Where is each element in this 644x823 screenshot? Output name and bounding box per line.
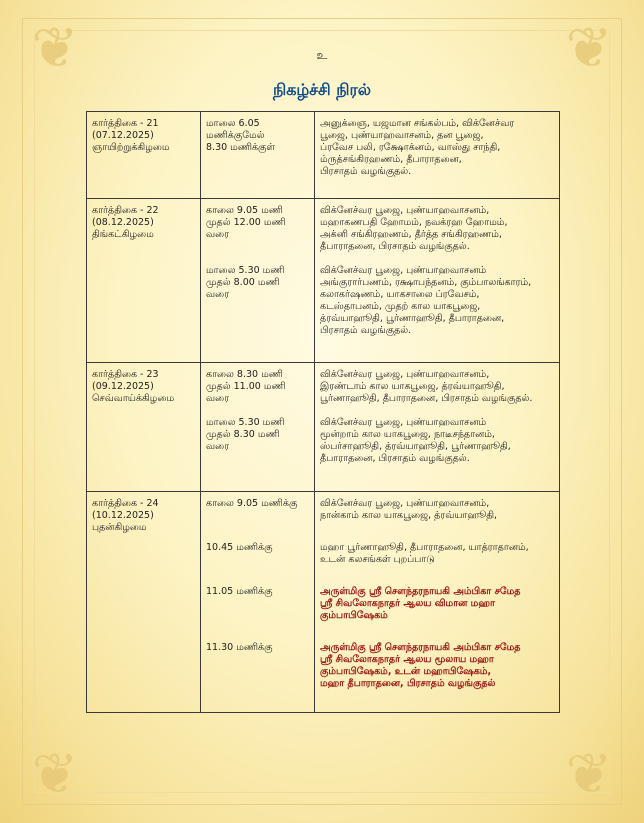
time-line: மாலை 6.05 bbox=[206, 118, 260, 129]
event-line: ம்ருத்சங்கிரஹணம், தீபாராதனை, bbox=[320, 154, 462, 165]
schedule-row bbox=[87, 363, 560, 492]
event-line: கும்பாபிஷேகம், உடன் மஹாபிஷேகம், bbox=[320, 666, 492, 677]
event-line: பூர்ணாஹூதி, தீபாராதனை, பிரசாதம் வழங்குதல். bbox=[320, 393, 533, 404]
page-title: நிகழ்ச்சி நிரல் bbox=[272, 80, 372, 99]
day-date: (08.12.2025) bbox=[92, 217, 154, 228]
corner-ornament-icon: ❦ bbox=[565, 742, 613, 807]
session-events bbox=[320, 205, 554, 253]
day-cell bbox=[87, 112, 201, 199]
time-cell bbox=[201, 112, 315, 199]
day-day: கார்த்திகை - 21 bbox=[92, 118, 159, 129]
event-line: கலாகர்ஷணம், யாகசாலை ப்ரவேசம், bbox=[320, 289, 480, 300]
corner-ornament-icon: ❦ bbox=[31, 16, 79, 81]
event-line: இரண்டாம் கால யாகபூஜை, த்ரவ்யாஹூதி, bbox=[320, 381, 505, 392]
event-line: அனுக்ஞை, யஜமான சங்கல்பம், விக்னேச்வர bbox=[320, 118, 515, 129]
day-day: கார்த்திகை - 24 bbox=[92, 498, 159, 509]
time-line: 11.05 மணிக்கு bbox=[206, 586, 273, 597]
event-line: பிரசாதம் வழங்குதல். bbox=[320, 166, 412, 177]
time-line: வரை bbox=[206, 393, 229, 404]
session-time bbox=[206, 417, 309, 465]
time-line: முதல் 8.30 மணி bbox=[206, 429, 280, 440]
schedule-table bbox=[86, 111, 560, 713]
event-line: அருள்மிகு ஸ்ரீ சௌந்தரநாயகி அம்பிகா சமேத bbox=[320, 642, 521, 653]
session-time bbox=[206, 369, 309, 405]
session-time bbox=[206, 542, 309, 566]
event-line: ஸ்பர்சாஹூதி, த்ரவ்யாஹூதி, பூர்ணாஹூதி, bbox=[320, 441, 511, 452]
events-cell bbox=[315, 363, 560, 492]
event-line: தீபாராதனை, பிரசாதம் வழங்குதல். bbox=[320, 241, 470, 252]
day-date: (09.12.2025) bbox=[92, 381, 154, 392]
day-day: கார்த்திகை - 23 bbox=[92, 369, 159, 380]
session-events bbox=[320, 118, 554, 178]
day-cell bbox=[87, 492, 201, 713]
event-line: ஸ்ரீ சிவலோகநாதர் ஆலய விமான மஹா bbox=[320, 598, 495, 609]
session-events bbox=[320, 642, 554, 690]
session-time bbox=[206, 498, 309, 522]
session-events bbox=[320, 586, 554, 622]
time-line: 11.30 மணிக்கு bbox=[206, 642, 273, 653]
event-line: மஹாகணபதி ஹோமம், நவக்ரஹ ஹோமம், bbox=[320, 217, 508, 228]
day-cell bbox=[87, 363, 201, 492]
session-events bbox=[320, 498, 554, 522]
time-cell bbox=[201, 492, 315, 713]
event-line: விக்னேச்வர பூஜை, புண்யாஹவாசனம், bbox=[320, 205, 490, 216]
day-weekday: திங்கட்கிழமை bbox=[92, 229, 154, 240]
time-line: மாலை 5.30 மணி bbox=[206, 265, 285, 276]
time-line: வரை bbox=[206, 441, 229, 452]
event-line: பிரசாதம் வழங்குதல். bbox=[320, 325, 412, 336]
day-date: (07.12.2025) bbox=[92, 130, 154, 141]
time-line: வரை bbox=[206, 229, 229, 240]
event-line: உடன் கலசங்கள் புறப்பாடு bbox=[320, 554, 435, 565]
time-line: மாலை 5.30 மணி bbox=[206, 417, 285, 428]
day-weekday: செவ்வாய்க்கிழமை bbox=[92, 393, 175, 404]
event-line: விக்னேச்வர பூஜை, புண்யாஹவாசனம், bbox=[320, 369, 490, 380]
event-line: விக்னேச்வர பூஜை, புண்யாஹவாசனம் bbox=[320, 417, 487, 428]
event-line: பூஜை, புண்யாஹவாசனம், தன பூஜை, bbox=[320, 130, 484, 141]
events-cell bbox=[315, 492, 560, 713]
time-line: காலை 9.05 மணிக்கு bbox=[206, 498, 298, 509]
corner-ornament-icon: ❦ bbox=[565, 16, 613, 81]
session-time bbox=[206, 118, 309, 178]
event-line: மஹா பூர்ணாஹூதி, தீபாராதனை, யாத்ராதானம், bbox=[320, 542, 529, 553]
event-line: விக்னேச்வர பூஜை, புண்யாஹவாசனம், bbox=[320, 498, 490, 509]
session-events bbox=[320, 542, 554, 566]
day-cell bbox=[87, 199, 201, 363]
page-mark: உ bbox=[316, 48, 328, 62]
event-line: விக்னேச்வர பூஜை, புண்யாஹவாசனம் bbox=[320, 265, 487, 276]
time-cell bbox=[201, 363, 315, 492]
time-line: முதல் 12.00 மணி bbox=[206, 217, 286, 228]
session-events bbox=[320, 265, 554, 337]
day-weekday: ஞாயிற்றுக்கிழமை bbox=[92, 142, 170, 153]
event-line: அக்னி சங்கிரஹணம், தீர்த்த சங்கிரஹணம், bbox=[320, 229, 502, 240]
time-line: மணிக்குமேல் bbox=[206, 130, 265, 141]
time-line: காலை 9.05 மணி bbox=[206, 205, 283, 216]
corner-ornament-icon: ❦ bbox=[31, 742, 79, 807]
event-line: ஸ்ரீ சிவலோகநாதர் ஆலய மூலாய மஹா bbox=[320, 654, 494, 665]
event-line: மஹா தீபாராதனை, பிரசாதம் வழங்குதல் bbox=[320, 678, 496, 689]
schedule-row bbox=[87, 199, 560, 363]
schedule-row bbox=[87, 112, 560, 199]
event-line: அங்குரார்பணம், ரக்ஷாபந்தனம், கும்பாலங்காரம், bbox=[320, 277, 532, 288]
session-time bbox=[206, 586, 309, 622]
session-time bbox=[206, 642, 309, 690]
schedule-row bbox=[87, 492, 560, 713]
event-line: கடஸ்தாபனம், முதற் கால யாகபூஜை, bbox=[320, 301, 481, 312]
time-line: 8.30 மணிக்குள் bbox=[206, 142, 275, 153]
event-line: கும்பாபிஷேகம் bbox=[320, 610, 388, 621]
events-cell bbox=[315, 112, 560, 199]
time-line: 10.45 மணிக்கு bbox=[206, 542, 273, 553]
time-line: முதல் 8.00 மணி bbox=[206, 277, 280, 288]
time-cell bbox=[201, 199, 315, 363]
session-events bbox=[320, 417, 554, 465]
event-line: மூன்றாம் கால யாகபூஜை, நாடீசந்தானம், bbox=[320, 429, 495, 440]
day-day: கார்த்திகை - 22 bbox=[92, 205, 159, 216]
events-cell bbox=[315, 199, 560, 363]
event-line: த்ரவ்யாஹூதி, பூர்ணாஹூதி, தீபாராதனை, bbox=[320, 313, 505, 324]
session-time bbox=[206, 265, 309, 337]
time-line: முதல் 11.00 மணி bbox=[206, 381, 286, 392]
day-date: (10.12.2025) bbox=[92, 510, 154, 521]
day-weekday: புதன்கிழமை bbox=[92, 522, 147, 533]
event-line: நான்காம் கால யாகபூஜை, த்ரவ்யாஹூதி, bbox=[320, 510, 498, 521]
session-time bbox=[206, 205, 309, 253]
event-line: ப்ரவேச பலி, ரக்ஷோக்னம், வாஸ்து சாந்தி, bbox=[320, 142, 501, 153]
session-events bbox=[320, 369, 554, 405]
event-line: அருள்மிகு ஸ்ரீ சௌந்தரநாயகி அம்பிகா சமேத bbox=[320, 586, 521, 597]
event-line: தீபாராதனை, பிரசாதம் வழங்குதல். bbox=[320, 453, 470, 464]
time-line: காலை 8.30 மணி bbox=[206, 369, 283, 380]
time-line: வரை bbox=[206, 289, 229, 300]
